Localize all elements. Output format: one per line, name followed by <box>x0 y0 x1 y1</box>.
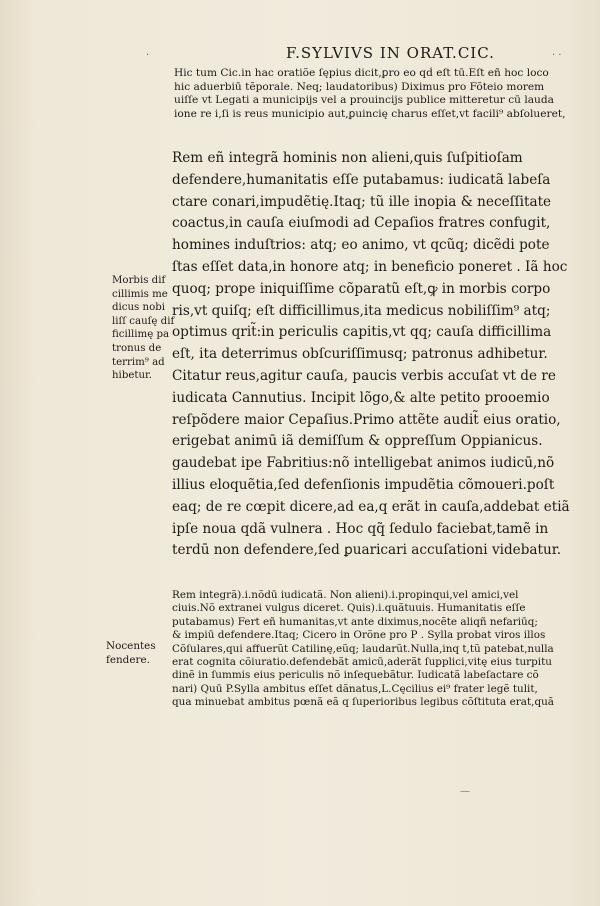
margin-note-line: Nocentes <box>106 640 156 652</box>
margin-note-line: fendere. <box>106 653 150 666</box>
margin-note-line: ficillimę pa <box>112 329 170 341</box>
text-line: quoq; prope iniquiſſime cõparatũ eſt,ꝙ in morbis corpo <box>172 280 551 297</box>
commentary-line: & impiū defendere.Itaq; Cicero in Orõne pro P . Sylla probat viros illos <box>172 629 546 642</box>
margin-note-line: Morbis dif <box>112 275 166 286</box>
text-line: erigebat animū iã demiſſum & oppreſſum Oppianicus. <box>172 433 543 450</box>
text-line: Rem eñ integrã hominis non alieni,quis ſuſpitioſam <box>172 150 523 166</box>
text-line: homines induſtrios: atq; eo animo, vt qcũq; dicẽdi pote <box>172 237 550 254</box>
margin-dot-right: · · <box>552 50 562 61</box>
margin-note <box>112 274 176 383</box>
margin-note-line: terrim⁹ ad <box>112 356 165 368</box>
text-line: iudicata Cannutius. Incipit lõgo,& alte petito prooemio <box>172 389 550 406</box>
commentary-line: erat cognita cõiuratio.defendebãt amicū,aderãt ſupplici,vitę eius turpitu <box>172 656 552 669</box>
commentary-line: putabamus) Fert eñ humanitas,vt ante diximus,nocẽte aliqñ nefariūq; <box>172 615 538 628</box>
text-line: defendere,humanitatis eſſe putabamus: iudicatã labeſa <box>172 171 551 188</box>
text-line: ris,vt quiſq; eſt difficillimus,ita medicus nobiliſſim⁹ atq; <box>172 302 551 319</box>
text-line: ctare conari,impudẽtię.Itaq; tũ ille inopia & neceſſitate <box>172 193 552 210</box>
text-line: ipſe noua qdã vulnera . Hoc qq̃ ſedulo faciebat,tamẽ in <box>172 520 549 537</box>
text-line: gaudebat ipe Fabritius:nõ intelligebat animos iudicū,nõ <box>172 455 555 472</box>
text-line: coactus,in cauſa eiuſmodi ad Cepaſios fratres confugit, <box>172 215 551 232</box>
gloss-line: uiſſe vt Legati a municipijs vel a prouincijs publice mitteretur cū lauda <box>174 94 554 107</box>
margin-note-line: dicus nobi <box>112 302 165 314</box>
gloss-line: hic aduerbiū tẽporale. Neq; laudatoribus) Diximus pro Fõteio morem <box>174 80 545 93</box>
text-line: illius eloquẽtia,ſed defenſionis impudẽtia cõmoueri.poſt <box>172 476 555 493</box>
gloss-line: Hic tum Cic.in hac oratiõe ſępius dicit,ꝑro eo qḋ eſt tū.Eſt eñ hoc loco <box>174 67 549 79</box>
margin-note-line: tronus de <box>112 342 162 354</box>
text-line: ſtas eſſet data,in honore atq; in beneficio poneret . Iã hoc <box>172 258 568 275</box>
commentary <box>172 589 588 710</box>
margin-note-line: cillimis me <box>112 288 168 300</box>
margin-note-line: liſſ cauſę dif <box>112 315 175 327</box>
text-line: Citatur reus,agitur cauſa, paucis verbis accuſat vt de re <box>172 367 556 384</box>
text-line: terdū non defendere,ſed ꝑuaricari accuſationi videbatur. <box>172 542 562 559</box>
commentary-line: nari) Quū P.Sylla ambitus eſſet dãnatus,L.Cęcilius ei⁹ frater legẽ tulit, <box>172 682 538 695</box>
margin-note-2 <box>106 640 170 667</box>
commentary-line: Rem integrã).i.nõdū iudicatã. Non alieni).i.propinqui,vel amici,vel <box>172 589 519 601</box>
commentary-line: ciuis.Nõ extranei vulgus diceret. Quis).i.quãtuuis. Humanitatis eſſe <box>172 602 526 615</box>
main-text <box>172 148 588 562</box>
margin-dot-left: · <box>146 50 150 61</box>
bottom-mark: — <box>460 786 470 797</box>
text-line: optimus qrit̃:in periculis capitis,vt qq; cauſa difficillima <box>172 324 552 341</box>
commentary-line: qua minuebat ambitus pœnã eã q ſuperioribus legibus cõſtituta erat,quã <box>172 696 554 709</box>
commentary-line: dinẽ in ſummis eius periculis nõ inſequebãtur. Iudicatã labeſactare cõ <box>172 669 539 682</box>
gloss-top <box>174 67 588 121</box>
text-line: reſpõdere maior Cepaſius.Primo attẽte audit̃ eius oratio, <box>172 411 561 428</box>
gloss-line: ione re i,ſi is reus municipio aut,ꝑuincię charus eſſet,vt facili⁹ abſolueret, <box>174 107 566 120</box>
text-line: eſt, ita deterrimus obſcuriſſimusq; patronus adhibetur. <box>172 346 548 363</box>
margin-note-line: hibetur. <box>112 370 153 382</box>
text-line: eaq; de re cœpit dicere,ad ea,q erãt in cauſa,addebat etiã <box>172 498 570 515</box>
running-head: F.SYLVIVS IN ORAT.CIC. <box>286 44 495 62</box>
commentary-line: Cõſulares,qui affuerũt Catilinę,eũq; laudarũt.Nulla,inq t,tũ patebat,nulla <box>172 642 554 655</box>
